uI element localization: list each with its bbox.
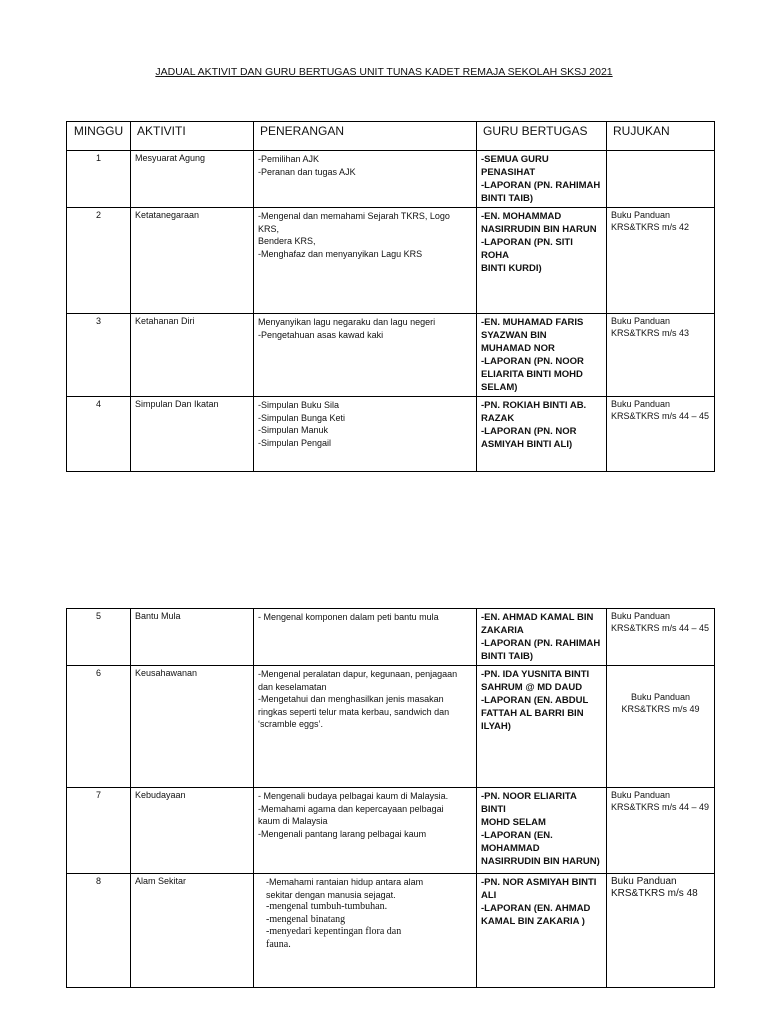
penerangan-cell: [254, 666, 477, 788]
rujukan-line: KRS&TKRS m/s 44 – 49: [611, 801, 710, 812]
guru-line: -PN. IDA YUSNITA BINTI: [481, 669, 590, 680]
penerangan-line: -Simpulan Pengail: [258, 437, 332, 448]
rujukan-line: KRS&TKRS m/s 44 – 45: [611, 622, 710, 633]
minggu-cell: 5: [67, 609, 131, 666]
aktiviti-cell: Ketahanan Diri: [131, 314, 254, 397]
penerangan-line: Bendera KRS,: [258, 236, 316, 246]
guru-line: SAHRUM @ MD DAUD: [481, 682, 583, 693]
table-row: [67, 874, 715, 988]
guru-line: -LAPORAN (PN. RAHIMAH: [481, 180, 601, 191]
rujukan-cell: [607, 874, 715, 988]
penerangan-line: -Menghafaz dan menyanyikan Lagu KRS: [258, 248, 423, 259]
aktiviti-cell: Bantu Mula: [131, 609, 254, 666]
penerangan-line: -Simpulan Manuk: [258, 425, 329, 435]
rujukan-line: Buku Panduan: [611, 210, 671, 220]
aktiviti-cell: Alam Sekitar: [131, 874, 254, 988]
aktiviti-cell: Kebudayaan: [131, 788, 254, 874]
penerangan-line: -Peranan dan tugas AJK: [258, 166, 356, 177]
rujukan-line: KRS&TKRS m/s 43: [611, 327, 690, 338]
penerangan-line: -Mengenal peralatan dapur, kegunaan, penjagaan: [258, 669, 458, 679]
penerangan-line: -Pengetahuan asas kawad kaki: [258, 329, 384, 340]
guru-line: -EN. MUHAMAD FARIS: [481, 317, 584, 328]
activity-table-part-2: [66, 608, 715, 988]
guru-line: FATTAH AL BARRI BIN: [481, 708, 584, 719]
guru-line: ALI: [481, 890, 497, 901]
minggu-cell: 3: [67, 314, 131, 397]
rujukan-cell: [607, 314, 715, 397]
penerangan-line: - Mengenal komponen dalam peti bantu mula: [258, 612, 439, 622]
guru-line: -LAPORAN (EN.: [481, 830, 553, 841]
guru-line: -LAPORAN (PN. NOR: [481, 426, 577, 437]
penerangan-line: ringkas seperti telur mata kerbau, sandwich dan: [258, 706, 450, 717]
aktiviti-cell: Keusahawanan: [131, 666, 254, 788]
table-row: [67, 788, 715, 874]
penerangan-line: -Mengenal dan memahami Sejarah TKRS, Logo KRS,: [258, 211, 450, 234]
table-row: [67, 666, 715, 788]
rujukan-line: Buku Panduan: [630, 692, 691, 702]
guru-line: BINTI TAIB): [481, 651, 534, 662]
minggu-cell: 4: [67, 397, 131, 472]
rujukan-line: KRS&TKRS m/s 49: [621, 703, 700, 714]
guru-line: SELAM): [481, 382, 518, 393]
penerangan-line: -Simpulan Buku Sila: [258, 400, 340, 410]
guru-line: PENASIHAT: [481, 167, 536, 178]
guru-bertugas-cell: [477, 151, 607, 208]
penerangan-line: Menyanyikan lagu negaraku dan lagu negeri: [258, 317, 436, 327]
minggu-cell: 2: [67, 208, 131, 314]
penerangan-cell: [254, 609, 477, 666]
penerangan-line: -Memahami rantaian hidup antara alam: [266, 877, 424, 887]
penerangan-line: dan keselamatan: [258, 681, 327, 692]
guru-line: BINTI KURDI): [481, 263, 542, 274]
table-header-row: [67, 122, 715, 151]
table-row: [67, 151, 715, 208]
penerangan-cell: [254, 314, 477, 397]
rujukan-line: KRS&TKRS m/s 42: [611, 221, 690, 232]
guru-line: -SEMUA GURU: [481, 154, 549, 165]
rujukan-cell: [607, 666, 715, 788]
header-penerangan: PENERANGAN: [254, 122, 477, 151]
guru-line: NASIRRUDIN BIN HARUN): [481, 856, 600, 867]
minggu-cell: 1: [67, 151, 131, 208]
document-title: JADUAL AKTIVIT DAN GURU BERTUGAS UNIT TUNAS KADET REMAJA SEKOLAH SKSJ 2021: [155, 66, 613, 78]
guru-line: -LAPORAN (PN. SITI ROHA: [481, 237, 573, 261]
guru-line: ASMIYAH BINTI ALI): [481, 439, 573, 450]
penerangan-line: ‘scramble eggs’.: [258, 719, 324, 729]
guru-line: SYAZWAN BIN: [481, 330, 547, 341]
guru-line: -PN. NOR ASMIYAH BINTI: [481, 877, 597, 888]
penerangan-line: -mengenal tumbuh-tumbuhan.: [266, 901, 388, 912]
penerangan-cell: [254, 208, 477, 314]
rujukan-line: KRS&TKRS m/s 48: [611, 887, 698, 899]
penerangan-line: -Mengetahui dan menghasilkan jenis masakan: [258, 694, 444, 704]
guru-line: -LAPORAN (PN. NOOR: [481, 356, 584, 367]
penerangan-line: -Mengenali pantang larang pelbagai kaum: [258, 828, 427, 839]
penerangan-cell: [254, 151, 477, 208]
header-guru-bertugas: GURU BERTUGAS: [477, 122, 607, 151]
rujukan-line: Buku Panduan: [611, 399, 671, 409]
guru-line: -EN. MOHAMMAD: [481, 211, 562, 222]
rujukan-cell: [607, 397, 715, 472]
guru-line: ZAKARIA: [481, 625, 524, 636]
guru-line: -LAPORAN (EN. ABDUL: [481, 695, 589, 706]
rujukan-line: Buku Panduan: [611, 790, 671, 800]
guru-line: MUHAMAD NOR: [481, 343, 555, 354]
rujukan-line: KRS&TKRS m/s 44 – 45: [611, 410, 710, 421]
guru-bertugas-cell: [477, 314, 607, 397]
rujukan-cell: [607, 609, 715, 666]
guru-line: -EN. AHMAD KAMAL BIN: [481, 612, 594, 623]
guru-bertugas-cell: [477, 788, 607, 874]
aktiviti-cell: Mesyuarat Agung: [131, 151, 254, 208]
header-minggu: MINGGU: [67, 122, 131, 151]
guru-bertugas-cell: [477, 666, 607, 788]
penerangan-line: -menyedari kepentingan flora dan: [266, 926, 402, 937]
guru-line: RAZAK: [481, 413, 515, 424]
activity-table-part-1: [66, 121, 715, 472]
guru-line: NASIRRUDIN BIN HARUN: [481, 224, 597, 235]
penerangan-line: -mengenal binatang: [266, 913, 346, 925]
guru-line: MOHD SELAM: [481, 817, 546, 828]
guru-line: BINTI TAIB): [481, 193, 534, 204]
header-aktiviti: AKTIVITI: [131, 122, 254, 151]
guru-bertugas-cell: [477, 609, 607, 666]
aktiviti-cell: Simpulan Dan Ikatan: [131, 397, 254, 472]
rujukan-line: Buku Panduan: [611, 611, 671, 621]
guru-bertugas-cell: [477, 397, 607, 472]
guru-line: -LAPORAN (PN. RAHIMAH: [481, 638, 601, 649]
aktiviti-cell: Ketatanegaraan: [131, 208, 254, 314]
rujukan-line: Buku Panduan: [611, 316, 671, 326]
table-row: [67, 208, 715, 314]
guru-line: -PN. NOOR ELIARITA BINTI: [481, 791, 577, 815]
penerangan-cell: [254, 397, 477, 472]
penerangan-line: -Memahami agama dan kepercayaan pelbagai: [258, 803, 444, 814]
guru-bertugas-cell: [477, 208, 607, 314]
rujukan-cell: [607, 788, 715, 874]
minggu-cell: 8: [67, 874, 131, 988]
penerangan-line: sekitar dengan manusia sejagat.: [266, 889, 396, 900]
guru-line: -LAPORAN (EN. AHMAD: [481, 903, 591, 914]
penerangan-line: kaum di Malaysia: [258, 816, 328, 826]
minggu-cell: 6: [67, 666, 131, 788]
table-row: [67, 397, 715, 472]
minggu-cell: 7: [67, 788, 131, 874]
guru-line: MOHAMMAD: [481, 843, 540, 854]
rujukan-cell: [607, 151, 715, 208]
penerangan-line: - Mengenali budaya pelbagai kaum di Malaysia.: [258, 791, 449, 801]
penerangan-line: -Simpulan Bunga Keti: [258, 412, 346, 423]
guru-bertugas-cell: [477, 874, 607, 988]
guru-line: -PN. ROKIAH BINTI AB.: [481, 400, 587, 411]
rujukan-line: Buku Panduan: [611, 876, 677, 887]
penerangan-cell: [254, 788, 477, 874]
guru-line: ELIARITA BINTI MOHD: [481, 369, 583, 380]
table-row: [67, 609, 715, 666]
guru-line: KAMAL BIN ZAKARIA ): [481, 916, 585, 927]
penerangan-line: -Pemilihan AJK: [258, 154, 320, 164]
header-rujukan: RUJUKAN: [607, 122, 715, 151]
guru-line: ILYAH): [481, 721, 511, 732]
penerangan-line: fauna.: [266, 938, 291, 950]
penerangan-cell: [254, 874, 477, 988]
rujukan-cell: [607, 208, 715, 314]
table-row: [67, 314, 715, 397]
